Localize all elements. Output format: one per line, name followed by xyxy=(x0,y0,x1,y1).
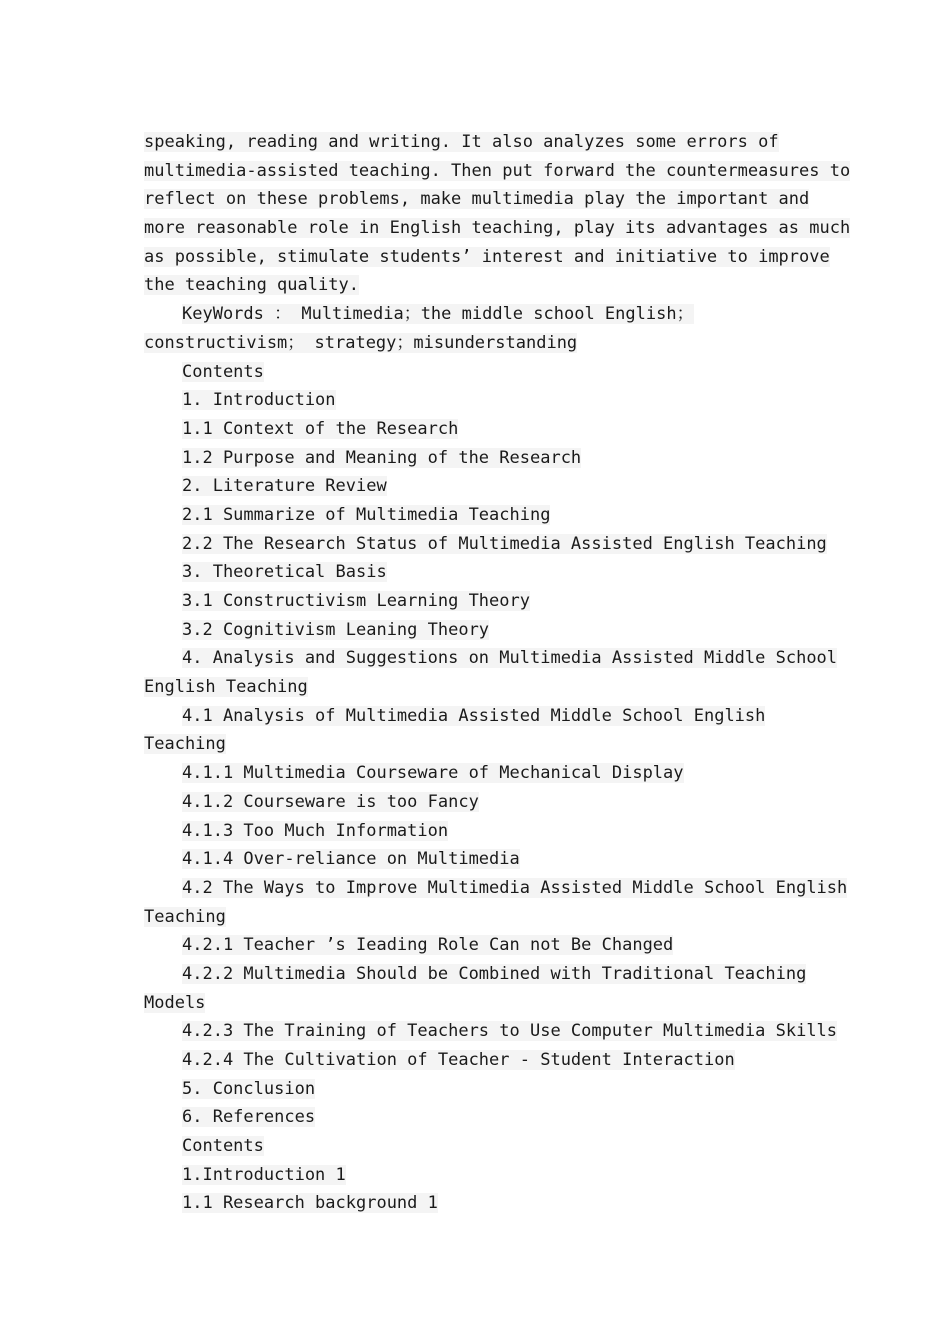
toc-heading: Contents xyxy=(182,361,264,382)
abstract-line: reflect on these problems, make multimedia play the important and xyxy=(144,189,810,210)
keywords-line-continued: constructivism； strategy；misunderstanding xyxy=(144,332,578,353)
toc-item: 3. Theoretical Basis xyxy=(182,562,387,583)
toc-item: 1.2 Purpose and Meaning of the Research xyxy=(182,447,582,468)
toc-item: 4.2.4 The Cultivation of Teacher - Student Interaction xyxy=(182,1050,735,1070)
toc2-item: 1.Introduction 1 xyxy=(182,1164,346,1185)
abstract-line: more reasonable role in English teaching, play its advantages as much xyxy=(144,218,851,239)
toc-item: 2.1 Summarize of Multimedia Teaching xyxy=(182,504,551,525)
body-text xyxy=(144,128,851,1218)
toc-item: 1.1 Context of the Research xyxy=(182,418,459,439)
toc-item: 4.2.1 Teacher ’s Ieading Role Can not Be Changed xyxy=(182,935,674,956)
abstract-line: as possible, stimulate students’ interest and initiative to improve xyxy=(144,246,830,267)
toc-item: 3.1 Constructivism Learning Theory xyxy=(182,591,530,611)
toc-item: 4.1.2 Courseware is too Fancy xyxy=(182,791,479,812)
keywords-line: KeyWords ： Multimedia；the middle school English； xyxy=(182,304,694,325)
toc-item: 4.1.3 Too Much Information xyxy=(182,820,449,841)
toc2-item: 1.1 Research background 1 xyxy=(182,1193,438,1214)
toc-item-continued: Teaching xyxy=(144,906,226,927)
toc-item: 1. Introduction xyxy=(182,390,336,411)
abstract-line: the teaching quality. xyxy=(144,275,359,296)
toc-item: 4.2.2 Multimedia Should be Combined with Traditional Teaching xyxy=(182,963,807,984)
toc-item: 4.1.1 Multimedia Courseware of Mechanical Display xyxy=(182,763,684,784)
toc-item: 4.2.3 The Training of Teachers to Use Computer Multimedia Skills xyxy=(182,1021,838,1042)
abstract-line: multimedia-assisted teaching. Then put forward the countermeasures to xyxy=(144,160,851,181)
toc-item: 2. Literature Review xyxy=(182,476,387,497)
toc-item: 4. Analysis and Suggestions on Multimedia Assisted Middle School xyxy=(182,648,838,669)
toc-item: 5. Conclusion xyxy=(182,1078,316,1099)
toc2-heading: Contents xyxy=(182,1136,264,1157)
toc-item: 2.2 The Research Status of Multimedia Assisted English Teaching xyxy=(182,533,827,554)
toc-item: 4.2 The Ways to Improve Multimedia Assisted Middle School English xyxy=(182,877,848,898)
abstract-line: speaking, reading and writing. It also analyzes some errors of xyxy=(144,132,779,152)
toc-item-continued: English Teaching xyxy=(144,677,308,698)
toc-item-continued: Models xyxy=(144,992,206,1013)
toc-item: 6. References xyxy=(182,1107,316,1128)
toc-item: 4.1 Analysis of Multimedia Assisted Middle School English xyxy=(182,705,766,726)
toc-item: 4.1.4 Over-reliance on Multimedia xyxy=(182,849,520,870)
toc-item: 3.2 Cognitivism Leaning Theory xyxy=(182,619,490,640)
toc-item-continued: Teaching xyxy=(144,734,226,755)
